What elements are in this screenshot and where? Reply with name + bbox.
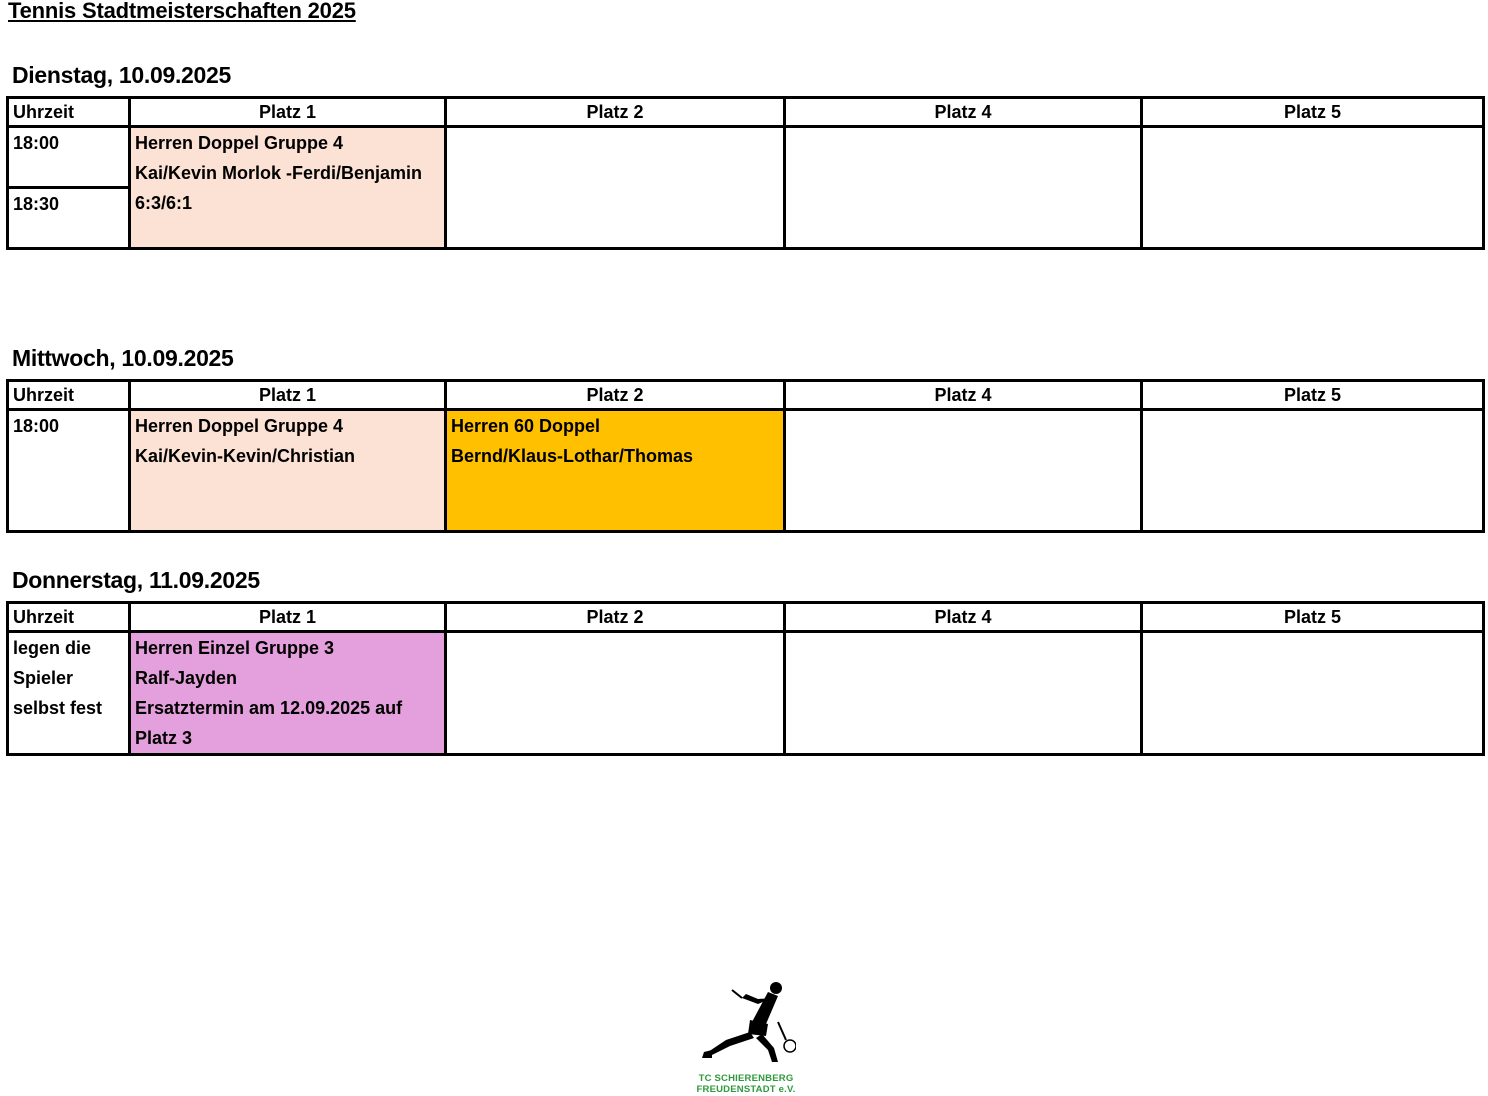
empty-cell-platz-4 — [785, 632, 1142, 755]
col-header-platz-2: Platz 2 — [446, 381, 785, 410]
match-note: Platz 3 — [135, 728, 193, 748]
match-group: Herren 60 Doppel — [451, 416, 601, 436]
empty-cell-platz-2 — [446, 632, 785, 755]
time-row — [8, 127, 1484, 188]
time-value: 18:30 — [13, 194, 60, 214]
day-heading-donnerstag: Donnerstag, 11.09.2025 — [12, 567, 260, 593]
match-players: Kai/Kevin-Kevin/Christian — [135, 446, 356, 466]
match-group: Herren Einzel Gruppe 3 — [135, 638, 335, 658]
col-header-platz-4: Platz 4 — [785, 603, 1142, 632]
col-header-platz-5: Platz 5 — [1142, 98, 1484, 127]
empty-cell-platz-5 — [1142, 410, 1484, 532]
empty-cell-platz-4 — [785, 410, 1142, 532]
empty-cell-platz-5 — [1142, 632, 1484, 755]
logo-text-line1: TC SCHIERENBERG — [698, 1073, 794, 1084]
match-players: Bernd/Klaus-Lothar/Thomas — [451, 446, 694, 466]
time-value: 18:00 — [13, 416, 60, 436]
day-heading-dienstag: Dienstag, 10.09.2025 — [12, 62, 232, 88]
col-header-platz-2: Platz 2 — [446, 98, 785, 127]
col-header-uhrzeit: Uhrzeit — [8, 381, 130, 410]
match-group: Herren Doppel Gruppe 4 — [135, 133, 344, 153]
col-header-platz-5: Platz 5 — [1142, 381, 1484, 410]
time-row — [8, 632, 1484, 755]
col-header-platz-4: Platz 4 — [785, 381, 1142, 410]
time-value: 18:00 — [13, 133, 60, 153]
col-header-platz-2: Platz 2 — [446, 603, 785, 632]
schedule-table-mittwoch — [6, 379, 1485, 533]
empty-cell-platz-5 — [1142, 127, 1484, 249]
match-cell-platz-1 — [130, 127, 446, 249]
schedule-table-donnerstag — [6, 601, 1485, 756]
time-note-line: legen die — [13, 638, 92, 658]
time-cell — [8, 127, 130, 188]
empty-cell-platz-2 — [446, 127, 785, 249]
time-cell — [8, 632, 130, 755]
document-title: Tennis Stadtmeisterschaften 2025 — [8, 0, 356, 23]
match-note: Ersatztermin am 12.09.2025 auf — [135, 698, 403, 718]
col-header-platz-4: Platz 4 — [785, 98, 1142, 127]
day-heading-mittwoch: Mittwoch, 10.09.2025 — [12, 345, 234, 371]
header-row — [8, 98, 1484, 127]
header-row — [8, 381, 1484, 410]
header-row — [8, 603, 1484, 632]
match-cell-platz-1 — [130, 410, 446, 532]
time-cell — [8, 188, 130, 249]
col-header-platz-1: Platz 1 — [130, 603, 446, 632]
time-row — [8, 410, 1484, 532]
col-header-platz-5: Platz 5 — [1142, 603, 1484, 632]
col-header-platz-1: Platz 1 — [130, 98, 446, 127]
col-header-platz-1: Platz 1 — [130, 381, 446, 410]
match-cell-platz-1 — [130, 632, 446, 755]
empty-cell-platz-4 — [785, 127, 1142, 249]
schedule-table-dienstag — [6, 96, 1485, 250]
match-group: Herren Doppel Gruppe 4 — [135, 416, 344, 436]
col-header-uhrzeit: Uhrzeit — [8, 603, 130, 632]
logo-text-line2: FREUDENSTADT e.V. — [696, 1084, 796, 1095]
col-header-uhrzeit: Uhrzeit — [8, 98, 130, 127]
match-players: Kai/Kevin Morlok -Ferdi/Benjamin — [135, 163, 423, 183]
match-players: Ralf-Jayden — [135, 668, 238, 688]
match-result: 6:3/6:1 — [135, 193, 193, 213]
tennis-player-silhouette-icon — [696, 978, 796, 1068]
club-logo — [688, 978, 804, 1096]
time-cell — [8, 410, 130, 532]
time-note-line: Spieler — [13, 668, 74, 688]
match-cell-platz-2 — [446, 410, 785, 532]
time-note-line: selbst fest — [13, 698, 103, 718]
